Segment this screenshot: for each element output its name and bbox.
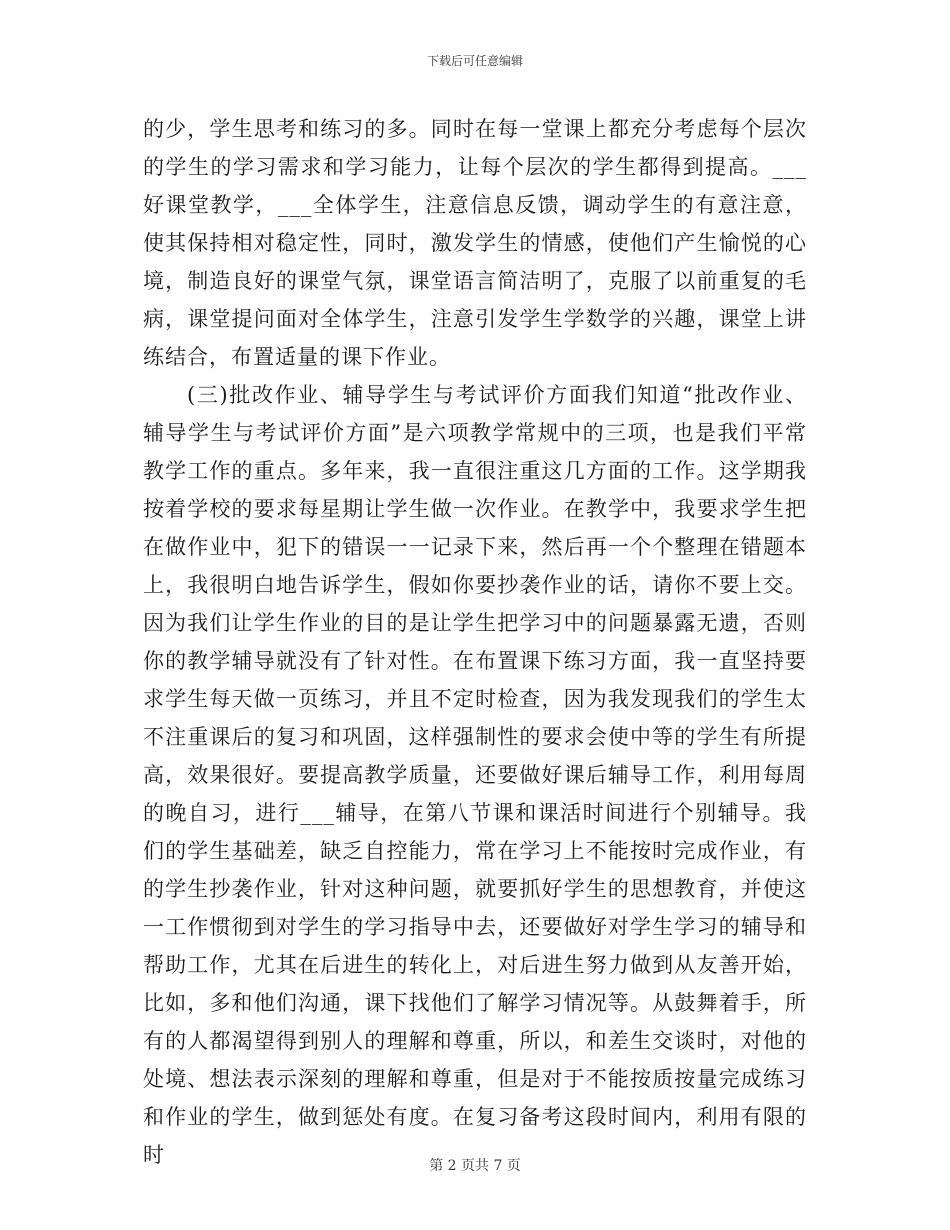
paragraph-homework-section: (三)批改作业、辅导学生与考试评价方面我们知道“批改作业、辅导学生与考试评价方面”是六项教学常规中的三项，也是我们平常教学工作的重点。多年来，我一直很注重这几方面的工作。这学期我按着学校的要求每星期让学生做一次作业。在教学中，我要求学生把在做作业中，犯下的错误一一记录下来，然后再一个个整理在错题本上，我很明白地告诉学生，假如你要抄袭作业的话，请你不要上交。因为我们让学生作业的目的是让学生把学习中的问题暴露无遗，否则你的教学辅导就没有了针对性。在布置课下练习方面，我一直坚持要求学生每天做一页练习，并且不定时检查，因为我发现我们的学生太不注重课后的复习和巩固，这样强制性的要求会使中等的学生有所提高，效果很好。要提高教学质量，还要做好课后辅导工作，利用每周的晚自习，进行___辅导，在第八节课和课活时间进行个别辅导。我们的学生基础差，缺乏自控能力，常在学习上不能按时完成作业，有的学生抄袭作业，针对这种问题，就要抓好学生的思想教育，并使这一工作惯彻到对学生的学习指导中去，还要做好对学生学习的辅导和帮助工作，尤其在后进生的转化上，对后进生努力做到从友善开始，比如，多和他们沟通，课下找他们了解学习情况等。从鼓舞着手，所有的人都渴望得到别人的理解和尊重，所以，和差生交谈时，对他的处境、想法表示深刻的理解和尊重，但是对于不能按质按量完成练习和作业的学生，做到惩处有度。在复习备考这段时间内，利用有限的时 — [143, 383, 807, 1167]
page-footer: 第 2 页共 7 页 — [429, 1158, 521, 1174]
paragraph-continuation: 的少，学生思考和练习的多。同时在每一堂课上都充分考虑每个层次的学生的学习需求和学习能力，让每个层次的学生都得到提高。___好课堂教学，___全体学生，注意信息反馈，调动学生的有意注意，使其保持相对稳定性，同时，激发学生的情感，使他们产生愉悦的心境，制造良好的课堂气氛，课堂语言简洁明了，克服了以前重复的毛病，课堂提问面对全体学生，注意引发学生学数学的兴趣，课堂上讲练结合，布置适量的课下作业。 — [143, 117, 807, 369]
document-body — [143, 110, 807, 1174]
page-header: 下载后可任意编辑 — [426, 54, 523, 68]
